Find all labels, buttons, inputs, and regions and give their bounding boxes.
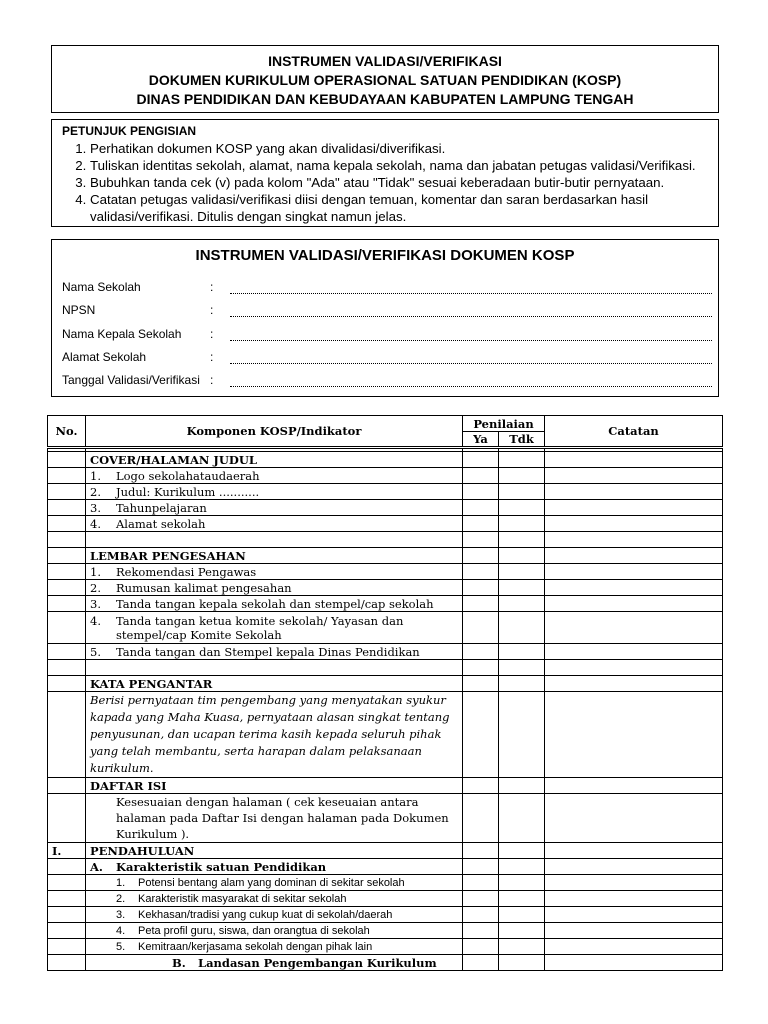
tdk-cell[interactable] bbox=[499, 939, 545, 955]
ya-cell[interactable] bbox=[463, 548, 499, 564]
field-label: NPSN bbox=[62, 303, 96, 317]
catatan-cell[interactable] bbox=[545, 778, 723, 794]
pengantar-text: Berisi pernyataan tim pengembang yang menyatakan syukur kapada yang Maha Kuasa, pernyataan alasan singkat tentang penyusunan, dan ucapan terima kasih kepada seluruh pihak yang telah membantu, serta harapan dalam pelaksanaan kurikulum. bbox=[86, 692, 463, 778]
field-nama-sekolah[interactable]: Nama Sekolah : bbox=[62, 280, 712, 296]
catatan-cell[interactable] bbox=[545, 484, 723, 500]
ya-cell[interactable] bbox=[463, 452, 499, 468]
ya-cell[interactable] bbox=[463, 907, 499, 923]
ya-cell[interactable] bbox=[463, 939, 499, 955]
catatan-cell[interactable] bbox=[545, 580, 723, 596]
catatan-cell[interactable] bbox=[545, 564, 723, 580]
table-row: 1. Logo sekolahataudaerah bbox=[48, 468, 723, 484]
catatan-cell[interactable] bbox=[545, 955, 723, 971]
catatan-cell[interactable] bbox=[545, 452, 723, 468]
field-label: Alamat Sekolah bbox=[62, 350, 147, 364]
ya-cell[interactable] bbox=[463, 859, 499, 875]
ya-cell[interactable] bbox=[463, 923, 499, 939]
daftar-isi-text: Kesesuaian dengan halaman ( cek keseuaian antara halaman pada Daftar Isi dengan halaman pada Dokumen Kurikulum ). bbox=[86, 794, 463, 843]
section-title: COVER/HALAMAN JUDUL bbox=[86, 452, 463, 468]
header-ya: Ya bbox=[463, 432, 499, 448]
catatan-cell[interactable] bbox=[545, 500, 723, 516]
instruction-item: 2. Tuliskan identitas sekolah, alamat, nama kepala sekolah, nama dan jabatan petugas validasi/Verifikasi. bbox=[90, 157, 718, 174]
ya-cell[interactable] bbox=[463, 843, 499, 859]
header-tdk: Tdk bbox=[499, 432, 545, 448]
catatan-cell[interactable] bbox=[545, 644, 723, 660]
header-penilaian: Penilaian bbox=[463, 416, 545, 432]
table-row: B. Landasan Pengembangan Kurikulum bbox=[48, 955, 723, 971]
tdk-cell[interactable] bbox=[499, 843, 545, 859]
fill-line[interactable] bbox=[230, 386, 712, 387]
form-title: INSTRUMEN VALIDASI/VERIFIKASI DOKUMEN KOSP bbox=[195, 247, 575, 264]
field-npsn[interactable]: NPSN : bbox=[62, 303, 712, 319]
table-row: 2. Rumusan kalimat pengesahan bbox=[48, 580, 723, 596]
field-label: Nama Kepala Sekolah bbox=[62, 327, 182, 341]
instruction-item: 3. Bubuhkan tanda cek (v) pada kolom "Ada" atau "Tidak" sesuai keberadaan butir-butir pernyataan. bbox=[90, 174, 718, 191]
table-row: 3. Tanda tangan kepala sekolah dan stempel/cap sekolah bbox=[48, 596, 723, 612]
catatan-cell[interactable] bbox=[545, 468, 723, 484]
ya-cell[interactable] bbox=[463, 612, 499, 644]
catatan-cell[interactable] bbox=[545, 794, 723, 843]
tdk-cell[interactable] bbox=[499, 676, 545, 692]
section-title: LEMBAR PENGESAHAN bbox=[86, 548, 463, 564]
ya-cell[interactable] bbox=[463, 778, 499, 794]
field-kepala-sekolah[interactable]: Nama Kepala Sekolah : bbox=[62, 327, 712, 343]
catatan-cell[interactable] bbox=[545, 907, 723, 923]
catatan-cell[interactable] bbox=[545, 516, 723, 532]
catatan-cell[interactable] bbox=[545, 548, 723, 564]
header-no: No. bbox=[48, 416, 86, 448]
instruction-item: 1. Perhatikan dokumen KOSP yang akan divalidasi/diverifikasi. bbox=[90, 140, 718, 157]
ya-cell[interactable] bbox=[463, 564, 499, 580]
document-header bbox=[51, 45, 719, 113]
ya-cell[interactable] bbox=[463, 794, 499, 843]
instructions-box bbox=[51, 119, 719, 227]
catatan-cell[interactable] bbox=[545, 859, 723, 875]
field-label: Nama Sekolah bbox=[62, 280, 141, 294]
fill-line[interactable] bbox=[230, 340, 712, 341]
ya-cell[interactable] bbox=[463, 468, 499, 484]
header-komponen: Komponen KOSP/Indikator bbox=[86, 416, 463, 448]
catatan-cell[interactable] bbox=[545, 923, 723, 939]
ya-cell[interactable] bbox=[463, 891, 499, 907]
fill-line[interactable] bbox=[230, 363, 712, 364]
table-row bbox=[48, 692, 723, 778]
tdk-cell[interactable] bbox=[499, 794, 545, 843]
ya-cell[interactable] bbox=[463, 875, 499, 891]
tdk-cell[interactable] bbox=[499, 907, 545, 923]
table-row: 5. Tanda tangan dan Stempel kepala Dinas Pendidikan bbox=[48, 644, 723, 660]
tdk-cell[interactable] bbox=[499, 484, 545, 500]
tdk-cell[interactable] bbox=[499, 891, 545, 907]
tdk-cell[interactable] bbox=[499, 923, 545, 939]
instruction-item: 4. Catatan petugas validasi/verifikasi diisi dengan temuan, komentar dan saran berdasarkan hasil validasi/verifikasi. Ditulis dengan singkat namun jelas. bbox=[90, 191, 718, 225]
table-row bbox=[48, 660, 723, 676]
header-line-1: INSTRUMEN VALIDASI/VERIFIKASI bbox=[268, 53, 502, 69]
field-alamat-sekolah[interactable]: Alamat Sekolah : bbox=[62, 350, 712, 366]
catatan-cell[interactable] bbox=[545, 612, 723, 644]
section-title: PENDAHULUAN bbox=[86, 843, 463, 859]
tdk-cell[interactable] bbox=[499, 548, 545, 564]
header-line-3: DINAS PENDIDIKAN DAN KEBUDAYAAN KABUPATEN LAMPUNG TENGAH bbox=[136, 91, 634, 107]
tdk-cell[interactable] bbox=[499, 875, 545, 891]
ya-cell[interactable] bbox=[463, 692, 499, 778]
table-row: 4. Peta profil guru, siswa, dan orangtua di sekolah bbox=[48, 923, 723, 939]
catatan-cell[interactable] bbox=[545, 676, 723, 692]
table-row: 4. Tanda tangan ketua komite sekolah/ Yayasan dan stempel/cap Komite Sekolah bbox=[48, 612, 723, 644]
tdk-cell[interactable] bbox=[499, 859, 545, 875]
section-title: KATA PENGANTAR bbox=[86, 676, 463, 692]
table-row: A. Karakteristik satuan Pendidikan bbox=[48, 859, 723, 875]
section-number: I. bbox=[48, 843, 86, 859]
instructions-list bbox=[62, 140, 718, 225]
section-title: DAFTAR ISI bbox=[86, 778, 463, 794]
fill-line[interactable] bbox=[230, 316, 712, 317]
table-row: 3. Tahunpelajaran bbox=[48, 500, 723, 516]
header-line-2: DOKUMEN KURIKULUM OPERASIONAL SATUAN PENDIDIKAN (KOSP) bbox=[148, 72, 622, 88]
ya-cell[interactable] bbox=[463, 955, 499, 971]
table-row bbox=[48, 548, 723, 564]
ya-cell[interactable] bbox=[463, 644, 499, 660]
validation-table bbox=[47, 415, 723, 971]
catatan-cell[interactable] bbox=[545, 596, 723, 612]
tdk-cell[interactable] bbox=[499, 692, 545, 778]
ya-cell[interactable] bbox=[463, 500, 499, 516]
ya-cell[interactable] bbox=[463, 516, 499, 532]
table-row bbox=[48, 794, 723, 843]
tdk-cell[interactable] bbox=[499, 452, 545, 468]
tdk-cell[interactable] bbox=[499, 500, 545, 516]
tdk-cell[interactable] bbox=[499, 778, 545, 794]
instructions-title: PETUNJUK PENGISIAN bbox=[62, 124, 197, 138]
table-row: 5. Kemitraan/kerjasama sekolah dengan pihak lain bbox=[48, 939, 723, 955]
tdk-cell[interactable] bbox=[499, 644, 545, 660]
identity-form bbox=[51, 239, 719, 397]
tdk-cell[interactable] bbox=[499, 468, 545, 484]
catatan-cell[interactable] bbox=[545, 843, 723, 859]
catatan-cell[interactable] bbox=[545, 875, 723, 891]
table-row: 1. Potensi bentang alam yang dominan di sekitar sekolah bbox=[48, 875, 723, 891]
table-row bbox=[48, 778, 723, 794]
table-row bbox=[48, 676, 723, 692]
table-row bbox=[48, 452, 723, 468]
ya-cell[interactable] bbox=[463, 580, 499, 596]
tdk-cell[interactable] bbox=[499, 596, 545, 612]
table-row: 3. Kekhasan/tradisi yang cukup kuat di sekolah/daerah bbox=[48, 907, 723, 923]
field-tanggal[interactable]: Tanggal Validasi/Verifikasi : bbox=[62, 373, 712, 389]
tdk-cell[interactable] bbox=[499, 955, 545, 971]
field-label: Tanggal Validasi/Verifikasi bbox=[62, 373, 200, 387]
tdk-cell[interactable] bbox=[499, 564, 545, 580]
table-row bbox=[48, 532, 723, 548]
header-catatan: Catatan bbox=[545, 416, 723, 448]
tdk-cell[interactable] bbox=[499, 612, 545, 644]
catatan-cell[interactable] bbox=[545, 692, 723, 778]
tdk-cell[interactable] bbox=[499, 516, 545, 532]
table-row bbox=[48, 843, 723, 859]
table-row: 1. Rekomendasi Pengawas bbox=[48, 564, 723, 580]
fill-line[interactable] bbox=[230, 293, 712, 294]
ya-cell[interactable] bbox=[463, 484, 499, 500]
catatan-cell[interactable] bbox=[545, 891, 723, 907]
table-row: 2. Judul: Kurikulum ........... bbox=[48, 484, 723, 500]
tdk-cell[interactable] bbox=[499, 580, 545, 596]
catatan-cell[interactable] bbox=[545, 939, 723, 955]
ya-cell[interactable] bbox=[463, 596, 499, 612]
table-row: 2. Karakteristik masyarakat di sekitar sekolah bbox=[48, 891, 723, 907]
ya-cell[interactable] bbox=[463, 676, 499, 692]
table-row: 4. Alamat sekolah bbox=[48, 516, 723, 532]
